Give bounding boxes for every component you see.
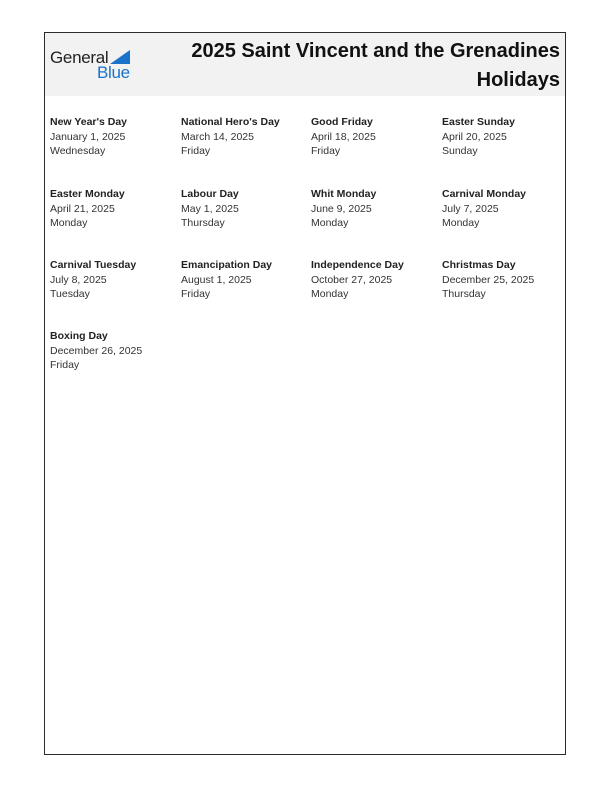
holiday-name: Whit Monday bbox=[311, 188, 377, 200]
calendar-page bbox=[44, 32, 566, 755]
holiday-name: Good Friday bbox=[311, 116, 373, 128]
generalblue-logo bbox=[50, 48, 140, 84]
holiday-name: Emancipation Day bbox=[181, 259, 273, 271]
holiday-weekday: Sunday bbox=[442, 145, 478, 157]
holiday-weekday: Friday bbox=[181, 145, 211, 157]
holiday-item bbox=[181, 258, 309, 302]
holiday-item bbox=[50, 329, 178, 373]
holiday-date: July 8, 2025 bbox=[50, 273, 107, 286]
holiday-item bbox=[442, 115, 570, 159]
holiday-name: Easter Monday bbox=[50, 188, 125, 200]
holiday-date: October 27, 2025 bbox=[311, 273, 393, 286]
holiday-name: Labour Day bbox=[181, 188, 239, 200]
holiday-weekday: Monday bbox=[311, 288, 349, 300]
holiday-weekday: Wednesday bbox=[50, 145, 106, 157]
holiday-weekday: Tuesday bbox=[50, 288, 90, 300]
holiday-weekday: Monday bbox=[442, 217, 480, 229]
holiday-date: March 14, 2025 bbox=[181, 130, 254, 143]
holiday-item bbox=[181, 187, 309, 231]
holiday-weekday: Thursday bbox=[181, 217, 225, 229]
holiday-weekday: Friday bbox=[311, 145, 341, 157]
logo-word-general: General bbox=[50, 48, 109, 67]
logo-triangle-icon bbox=[110, 50, 130, 64]
holiday-item bbox=[181, 115, 309, 159]
holiday-weekday: Friday bbox=[181, 288, 211, 300]
holiday-item bbox=[50, 115, 178, 159]
holiday-item bbox=[50, 187, 178, 231]
title-line-2: Holidays bbox=[476, 69, 560, 91]
holiday-date: August 1, 2025 bbox=[181, 273, 252, 286]
holiday-date: May 1, 2025 bbox=[181, 202, 239, 215]
holiday-item bbox=[442, 258, 570, 302]
holiday-weekday: Monday bbox=[311, 217, 349, 229]
holiday-name: Carnival Tuesday bbox=[50, 259, 137, 271]
holiday-weekday: Friday bbox=[50, 359, 80, 371]
page-header bbox=[45, 33, 565, 96]
title-line-1: 2025 Saint Vincent and the Grenadines bbox=[191, 40, 560, 62]
holiday-item bbox=[311, 115, 439, 159]
holiday-name: Boxing Day bbox=[50, 330, 108, 342]
holiday-name: New Year's Day bbox=[50, 116, 128, 128]
holiday-name: Easter Sunday bbox=[442, 116, 515, 128]
holiday-item bbox=[50, 258, 178, 302]
holiday-name: National Hero's Day bbox=[181, 116, 280, 128]
logo-word-blue: Blue bbox=[97, 63, 130, 82]
holiday-item bbox=[442, 187, 570, 231]
holiday-weekday: Monday bbox=[50, 217, 88, 229]
holiday-date: June 9, 2025 bbox=[311, 202, 372, 215]
holiday-name: Christmas Day bbox=[442, 259, 516, 271]
holiday-date: December 26, 2025 bbox=[50, 344, 143, 357]
holiday-date: January 1, 2025 bbox=[50, 130, 126, 143]
holiday-date: July 7, 2025 bbox=[442, 202, 499, 215]
holiday-name: Carnival Monday bbox=[442, 188, 527, 200]
holiday-name: Independence Day bbox=[311, 259, 404, 271]
page-title bbox=[160, 37, 560, 95]
holiday-date: April 20, 2025 bbox=[442, 130, 507, 143]
holiday-date: December 25, 2025 bbox=[442, 273, 535, 286]
holiday-date: April 21, 2025 bbox=[50, 202, 115, 215]
holiday-date: April 18, 2025 bbox=[311, 130, 376, 143]
holiday-item bbox=[311, 258, 439, 302]
holiday-weekday: Thursday bbox=[442, 288, 486, 300]
holiday-item bbox=[311, 187, 439, 231]
